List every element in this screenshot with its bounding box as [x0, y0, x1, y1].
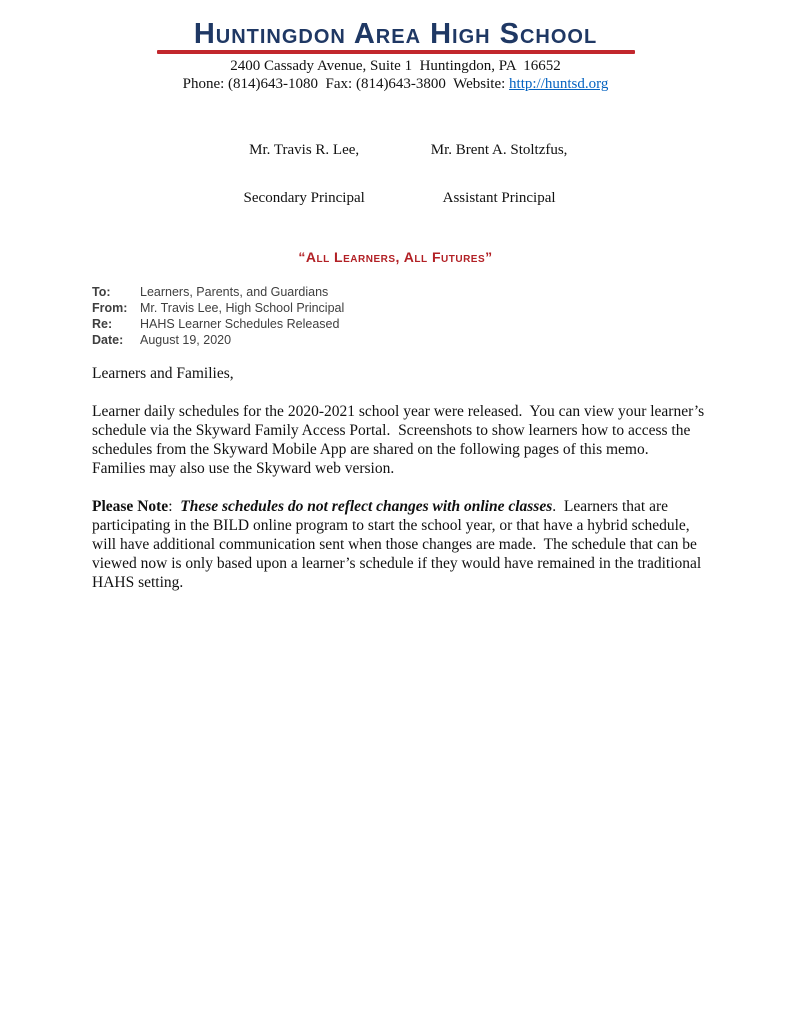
memo-value-from: Mr. Travis Lee, High School Principal [140, 301, 345, 315]
please-note-label: Please Note [92, 498, 169, 515]
school-name-title: Huntingdon Area High School [193, 18, 598, 50]
memo-label-to: To: [92, 285, 111, 299]
principal-right-name: Mr. Brent A. Stoltzfus, [430, 142, 568, 158]
body-paragraph-1: Learner daily schedules for the 2020-2021 school year were released. You can view your learner’s schedule via the Skyward Family Access Portal. Screenshots to show learners how to access the schedules from the Skyward Mobile App are shared on the following pages of this memo. Families may also use the Skyward web version. [92, 403, 709, 477]
salutation: Learners and Families, [92, 365, 234, 382]
school-motto: “All Learners, All Futures” [298, 249, 493, 265]
school-address: 2400 Cassady Avenue, Suite 1 Huntingdon, PA 16652 [230, 58, 561, 74]
memo-row-to [92, 284, 791, 300]
letterhead [0, 0, 791, 93]
note-emphasis: These schedules do not reflect changes with online classes [180, 498, 553, 515]
memo-row-re [92, 316, 791, 332]
principals [10, 110, 791, 238]
principal-right-title: Assistant Principal [442, 190, 556, 206]
memo-value-re: HAHS Learner Schedules Released [140, 317, 340, 331]
memo-row-date [92, 332, 791, 348]
memo-label-date: Date: [92, 333, 124, 347]
principal-left-title: Secondary Principal [243, 190, 365, 206]
principal-left [244, 110, 365, 238]
memo-header [92, 284, 791, 348]
red-divider [157, 50, 635, 54]
memo-label-from: From: [92, 301, 128, 315]
note-rest: . Learners that are participating in the BILD online program to start the school year, or that have a hybrid schedule, will have additional communication sent when those changes are made. The schedule that can be viewed now is only based upon a learner’s schedule if they would have remained in the traditional HAHS setting. [92, 498, 706, 591]
website-link[interactable]: http://huntsd.org [509, 76, 609, 92]
principal-right [431, 110, 568, 238]
contact-line [0, 76, 791, 93]
memo-row-from [92, 300, 791, 316]
body-paragraph-2 [92, 497, 708, 592]
memo-value-date: August 19, 2020 [140, 333, 232, 347]
memo-label-re: Re: [92, 317, 113, 331]
contact-text: Phone: (814)643-1080 Fax: (814)643-3800 Website: [182, 76, 510, 92]
memo-value-to: Learners, Parents, and Guardians [140, 285, 329, 299]
principal-left-name: Mr. Travis R. Lee, [249, 142, 360, 158]
note-separator: : [168, 498, 181, 515]
